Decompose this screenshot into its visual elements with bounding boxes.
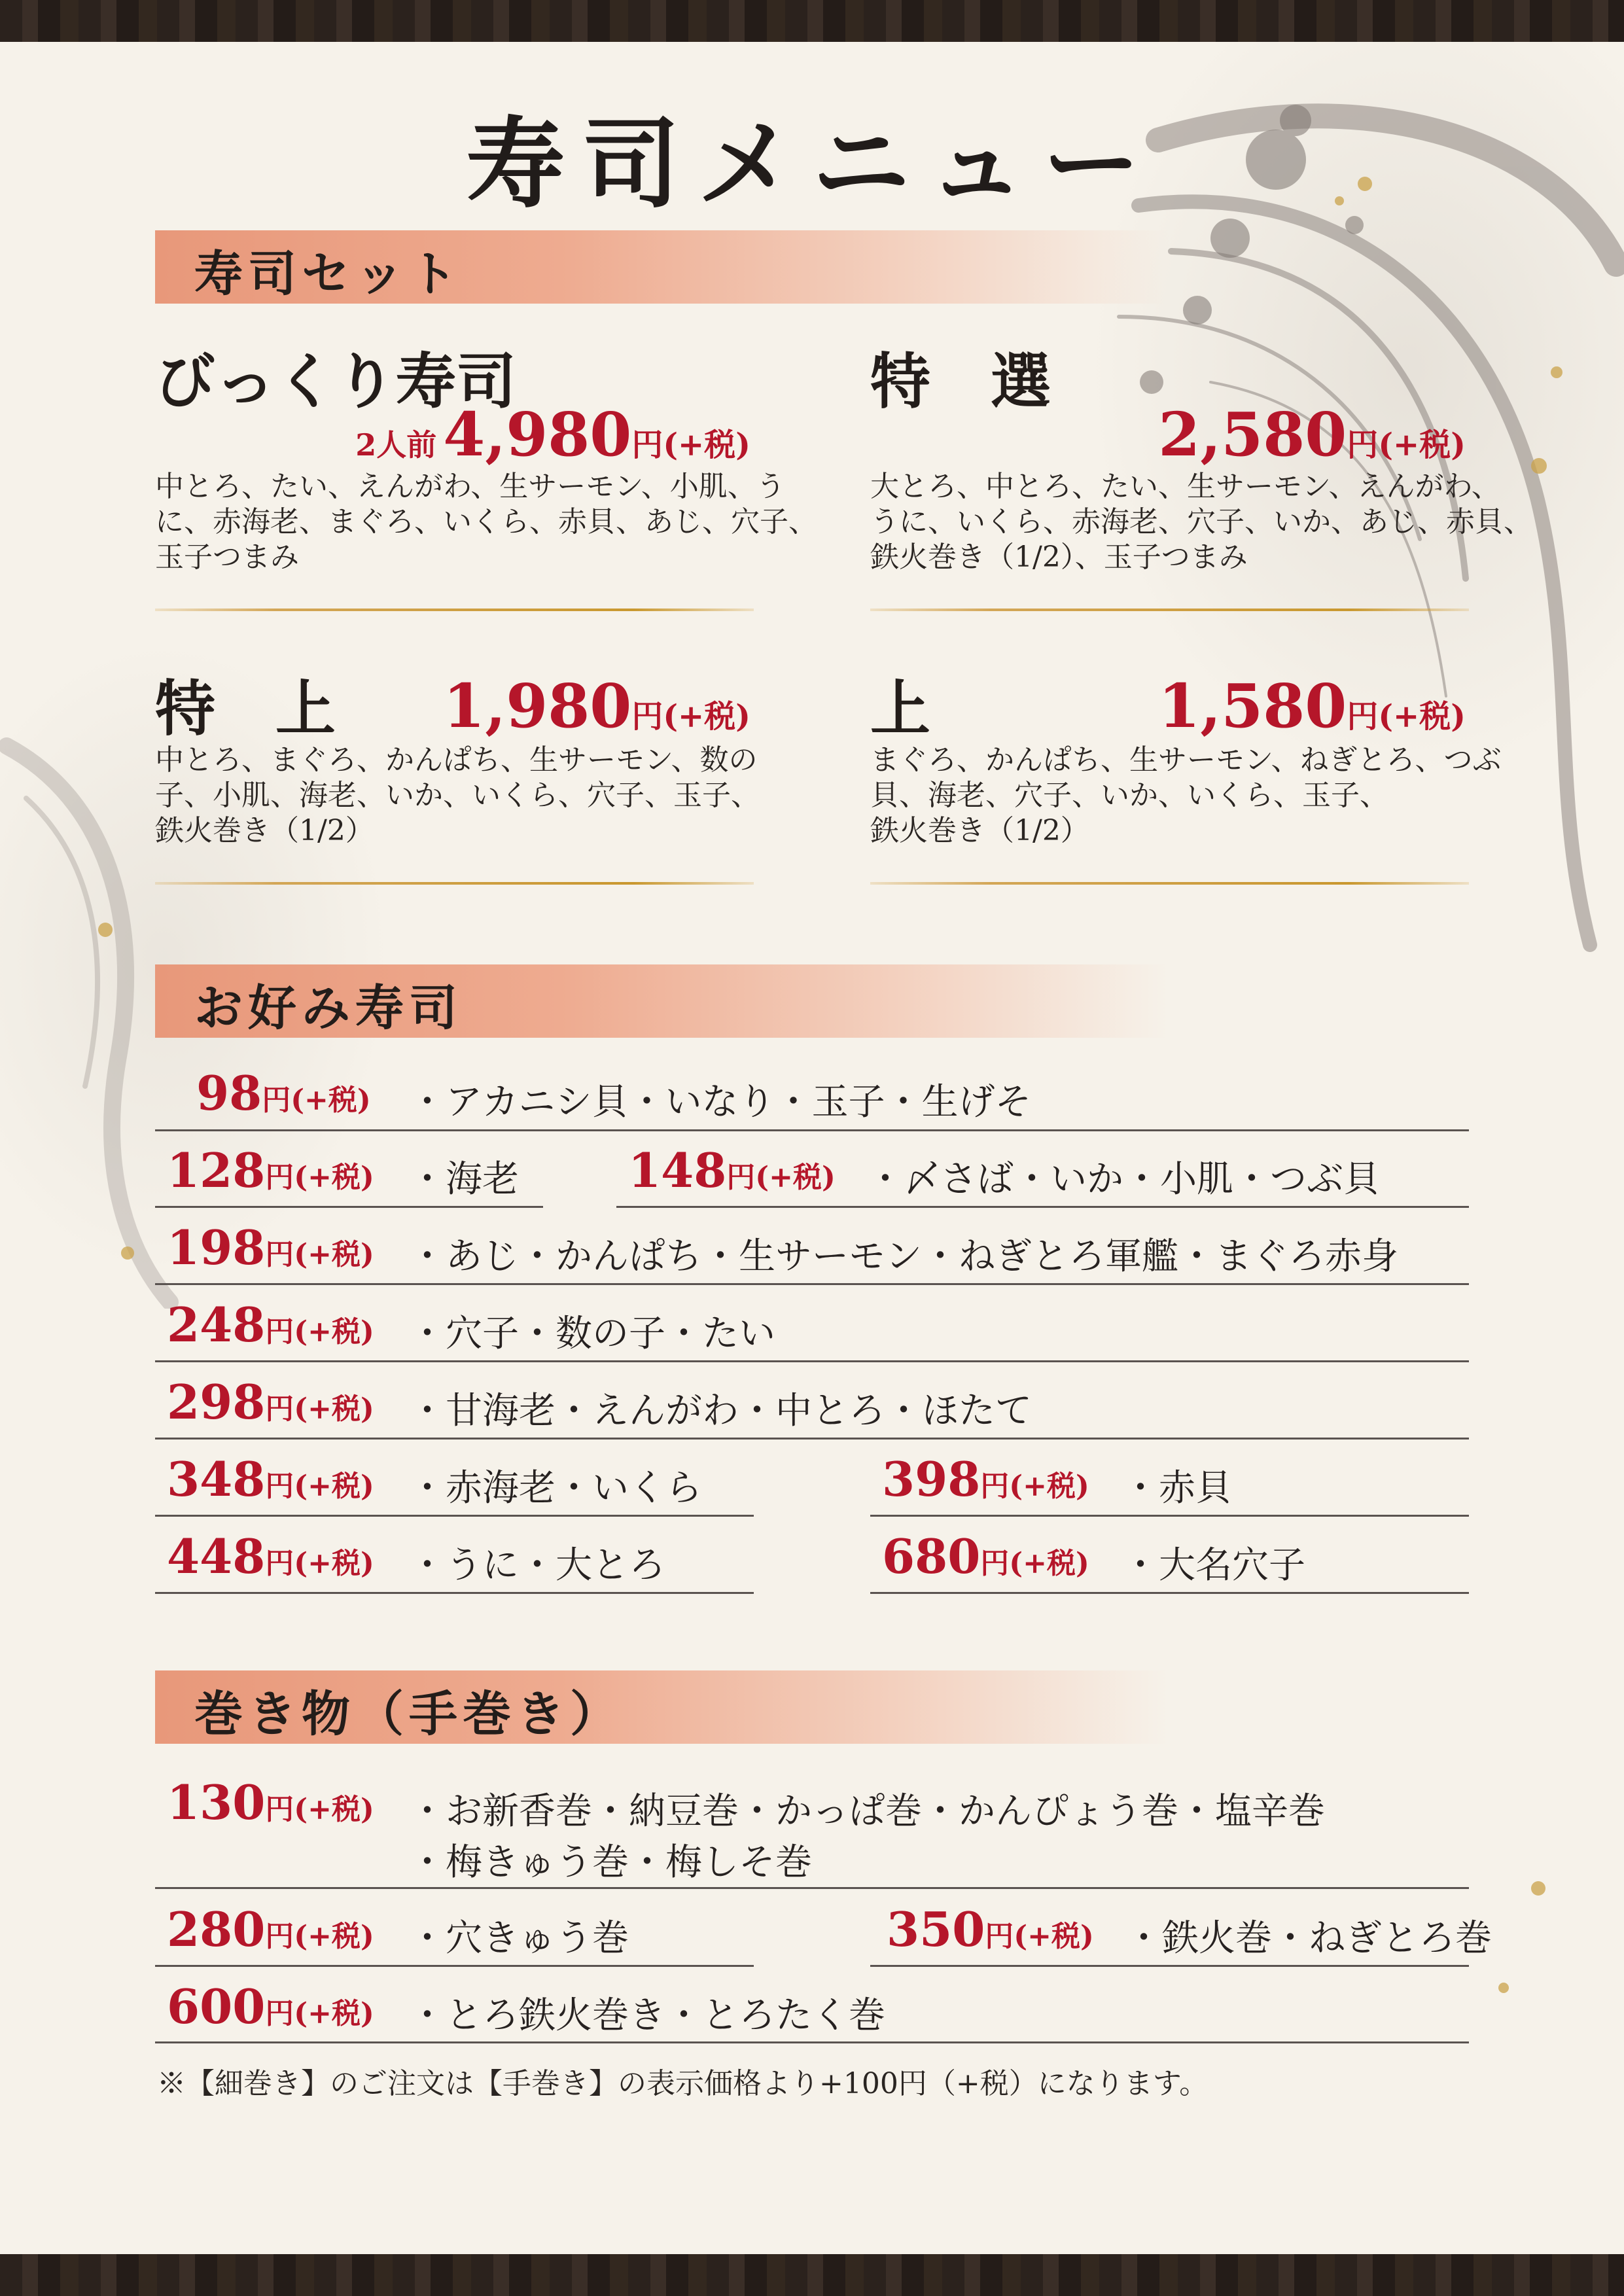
item-list: ・うに・大とろ [409,1544,665,1587]
row-divider [155,1129,1469,1131]
item-price [167,1374,374,1430]
tax-label: (+税) [755,1161,836,1194]
section-title: 巻き物（手巻き） [194,1686,624,1742]
set-price [443,671,750,741]
gold-fleck [98,923,113,937]
row-divider [616,1206,1469,1208]
price-value: 98 [196,1065,262,1121]
item-list: ・あじ・かんぱち・生サーモン・ねぎとろ軍艦・まぐろ赤身 [409,1235,1398,1278]
item-price [167,1901,374,1957]
tax-label: (+税) [663,698,750,735]
yen-label: 円 [265,1392,294,1426]
price-value: 130 [167,1775,266,1830]
set-items [155,469,817,575]
price-value: 248 [167,1297,266,1352]
item-price [167,1451,374,1507]
wood-frame-bottom [0,2254,1624,2296]
item-list: ・穴きゅう巻 [409,1917,629,1960]
item-price [887,1901,1094,1957]
price-value: 448 [167,1528,266,1584]
item-list: ・甘海老・えんがわ・中とろ・ほたて [409,1390,1032,1432]
price-value: 148 [628,1142,727,1198]
row-divider [870,1965,1469,1967]
item-price [167,1528,374,1584]
row-divider [155,1283,1469,1285]
tax-label: (+税) [663,427,750,463]
item-list: ・お新香巻・納豆巻・かっぱ巻・かんぴょう巻・塩辛巻 [409,1790,1325,1833]
page-title: 寿司メニュー [466,107,1157,222]
yen-label: 円 [265,1238,294,1271]
tax-label: (+税) [291,1084,371,1117]
tax-label: (+税) [294,1392,374,1426]
yen-label: 円 [726,1161,756,1194]
yen-label: 円 [265,1470,294,1503]
item-price [167,1979,374,2034]
set-price [1158,671,1466,741]
set-items-line: 鉄火巻き（1/2）、玉子つまみ [870,540,1248,574]
set-items [155,743,760,849]
yen-label: 円 [1347,698,1379,735]
yen-label: 円 [980,1470,1010,1503]
set-items-line: に、赤海老、まぐろ、いくら、赤貝、あじ、穴子、 [155,505,817,539]
yen-label: 円 [265,1161,294,1194]
gold-fleck [1498,1983,1509,1993]
tax-label: (+税) [1378,698,1466,735]
row-divider [870,1515,1469,1517]
set-items [870,469,1532,575]
tax-label: (+税) [294,1547,374,1580]
price-value: 4,980 [443,399,632,470]
row-divider [155,1887,1469,1889]
tax-label: (+税) [294,1315,374,1349]
row-divider [870,1592,1469,1594]
tax-label: (+税) [294,1470,374,1503]
tax-label: (+税) [1014,1920,1094,1953]
section-title: 寿司セット [194,246,463,302]
price-value: 1,980 [443,671,632,741]
gold-fleck [121,1246,134,1260]
set-items-line: まぐろ、かんぱち、生サーモン、ねぎとろ、つぶ [870,743,1502,777]
item-price [882,1451,1089,1507]
row-divider [155,1438,1469,1439]
price-value: 1,580 [1158,671,1347,741]
price-value: 128 [167,1142,266,1198]
set-items-line: 鉄火巻き（1/2） [155,814,374,847]
item-price [628,1142,836,1198]
item-list-continued: ・梅きゅう巻・梅しそ巻 [409,1841,812,1884]
set-items-line: 子、小肌、海老、いか、いくら、穴子、玉子、 [155,779,760,812]
set-items-line: 中とろ、たい、えんがわ、生サーモン、小肌、う [155,470,785,503]
tax-label: (+税) [1009,1470,1089,1503]
item-list: ・赤貝 [1122,1467,1232,1510]
yen-label: 円 [1347,427,1379,463]
price-value: 280 [167,1901,266,1957]
yen-label: 円 [985,1920,1014,1953]
row-divider [155,1592,754,1594]
tax-label: (+税) [294,1793,374,1826]
wood-frame-top [0,0,1624,42]
section-header-set [155,230,1169,304]
set-name: 特 選 [870,346,1051,417]
yen-label: 円 [980,1547,1010,1580]
item-list: ・海老 [409,1158,519,1201]
set-items-line: 大とろ、中とろ、たい、生サーモン、えんがわ、 [870,470,1500,503]
price-value: 600 [167,1979,266,2034]
yen-label: 円 [265,1920,294,1953]
tax-label: (+税) [294,1161,374,1194]
gold-fleck [1551,366,1562,378]
tax-label: (+税) [1009,1547,1089,1580]
price-value: 350 [887,1901,985,1957]
set-price [355,399,750,470]
set-name: びっくり寿司 [155,346,517,417]
gold-fleck [1531,458,1547,474]
price-value: 398 [882,1451,981,1507]
yen-label: 円 [631,698,663,735]
yen-label: 円 [265,1793,294,1826]
tax-label: (+税) [294,1920,374,1953]
price-value: 680 [882,1528,981,1584]
gold-divider [155,609,754,611]
price-value: 298 [167,1374,266,1430]
item-price [196,1065,371,1121]
set-name: 上 [870,673,931,744]
item-list: ・〆さば・いか・小肌・つぶ貝 [867,1158,1380,1201]
section-title: お好み寿司 [194,980,463,1036]
item-price [167,1220,374,1275]
section-header-konomi [155,964,1169,1038]
set-items-line: 貝、海老、穴子、いか、いくら、玉子、 [870,779,1388,812]
gold-divider [155,882,754,885]
set-items-line: 中とろ、まぐろ、かんぱち、生サーモン、数の [155,743,758,777]
item-list: ・赤海老・いくら [409,1467,702,1510]
yen-label: 円 [265,1315,294,1349]
price-value: 348 [167,1451,266,1507]
item-price [882,1528,1089,1584]
section-header-maki [155,1670,1169,1744]
yen-label: 円 [265,1547,294,1580]
tax-label: (+税) [1378,427,1466,463]
gold-divider [870,882,1469,885]
set-price [1158,399,1466,470]
item-list: ・アカニシ貝・いなり・玉子・生げそ [409,1081,1032,1123]
set-items-line: 玉子つまみ [155,540,299,574]
set-name: 特 上 [155,673,336,744]
gold-fleck [1531,1881,1545,1896]
set-items-line: うに、いくら、赤海老、穴子、いか、あじ、赤貝、 [870,505,1532,539]
yen-label: 円 [631,427,663,463]
item-price [167,1142,374,1198]
tax-label: (+税) [294,1238,374,1271]
row-divider [155,1360,1469,1362]
footnote: ※【細巻き】のご注文は【手巻き】の表示価格より+100円（+税）になります。 [157,2067,1209,2100]
item-list: ・とろ鉄火巻き・とろたく巻 [409,1994,885,2037]
row-divider [155,1965,754,1967]
yen-label: 円 [265,1997,294,2030]
row-divider [155,1206,543,1208]
item-list: ・鉄火巻・ねぎとろ巻 [1125,1917,1492,1960]
gold-divider [870,609,1469,611]
row-divider [155,2041,1469,2043]
price-value: 198 [167,1220,266,1275]
set-items-line: 鉄火巻き（1/2） [870,814,1089,847]
item-price [167,1297,374,1352]
tax-label: (+税) [294,1997,374,2030]
item-list: ・穴子・数の子・たい [409,1313,775,1355]
set-items [870,743,1501,849]
item-list: ・大名穴子 [1122,1544,1305,1587]
price-value: 2,580 [1158,399,1347,470]
item-price [167,1775,374,1830]
set-serving: 2人前 [355,427,437,463]
row-divider [155,1515,754,1517]
yen-label: 円 [262,1084,291,1117]
